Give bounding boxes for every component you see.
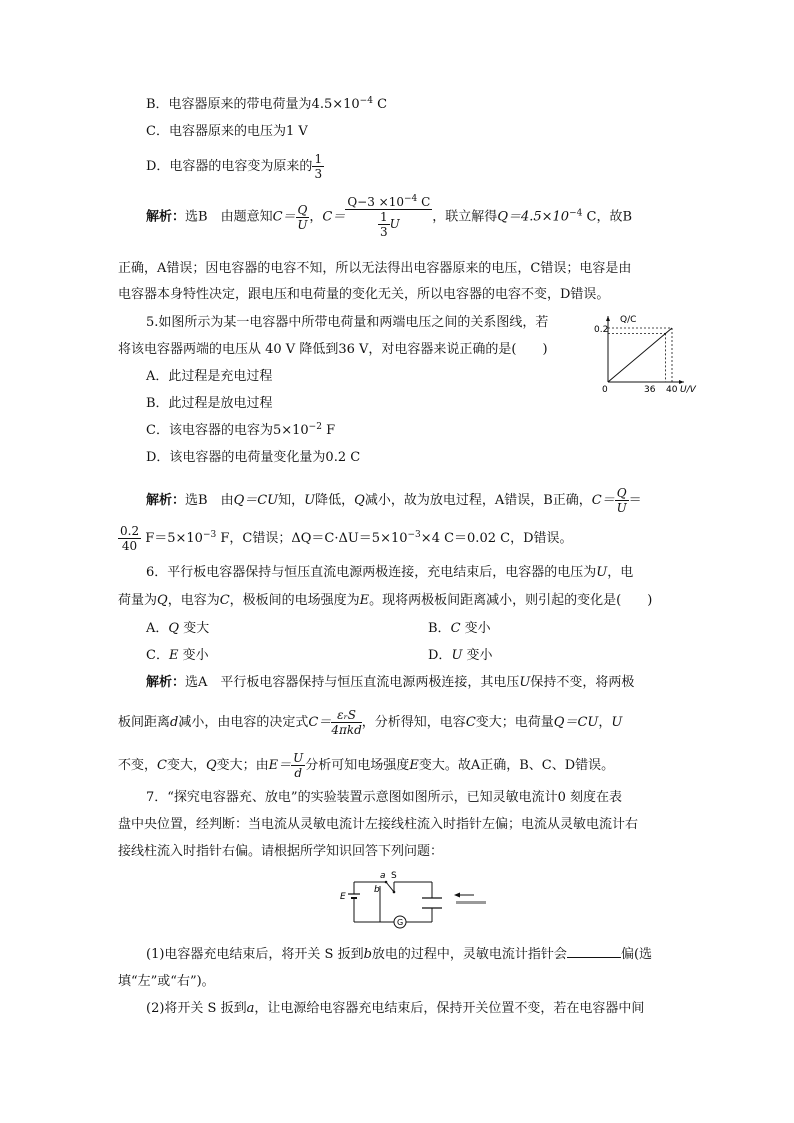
x-axis-arrow: [679, 380, 684, 384]
y-tick-label: 0.2: [594, 325, 609, 335]
q5-stem-line-1: 5.如图所示为某一电容器中所带电荷量和两端电压之间的关系图线，若: [146, 315, 549, 330]
q4-solution-line-2: 正确，A错误；因电容器的电容不知，所以无法得出电容器原来的电压，C错误；电容是由: [118, 261, 632, 276]
q6-stem-line-2: 荷量为Q，电容为C，极板间的电场强度为E。现将两极板间距离减小，则引起的变化是( ): [118, 593, 653, 608]
battery-label: E: [340, 892, 346, 902]
y-axis-label: Q/C: [620, 315, 637, 325]
q7-stem-line-2: 盘中央位置，经判断：当电流从灵敏电流计左接线柱流入时指针左偏；电流从灵敏电流计右: [118, 817, 639, 832]
q5-solution-line-2: $\frac{0.2}{40}$ $F=5\times 10^{-3}$ F，C错误；$\Delta Q=C\cdot\Delta U=5\times 10^{-3}\times 4$ C＝0.02 C，D错误。: [120, 524, 573, 553]
fraction-q-over-u: $\frac{Q}{U}$: [297, 202, 308, 232]
q6-solution-line-3: 不变，C变大，Q变大；由E＝ $\frac{U}{d}$ 分析可知电场强度E变大。故A正确，B、C、D错误。: [118, 751, 615, 780]
q4-option-d: D．电容器的电容变为原来的 $\frac{1}{3}$: [146, 152, 323, 181]
q7-part-1-line-2: 填“左”或“右”)。: [118, 974, 215, 989]
q6-option-a: A．Q 变大: [146, 621, 210, 636]
q6-solution-line-2: 板间距离d减小，由电容的决定式C＝ $\frac{\text{εᵣS}}{\text{4πkd}}$ ，分析得知，电容C变大；电荷量Q＝CU，U: [118, 708, 623, 737]
q4-solution-line-1: 解析：选B 由题意知C＝ $\frac{Q}{U}$ ，C＝ $Q-3 \times 10^{-4}$ C $\frac{1}{3}$ U ，联立解得$Q=4.5\times 10^{-4}$ C，故B: [146, 194, 633, 239]
terminal-a-label: a: [380, 871, 386, 881]
qu-line: [608, 328, 672, 382]
q5-option-b: B．此过程是放电过程: [146, 396, 273, 411]
fraction-one-third-inner: $\frac{1}{3}$: [379, 210, 388, 239]
origin-label: 0: [602, 385, 608, 395]
q7-part-2-line-1: (2)将开关 S 扳到a，让电源给电容器充电结束后，保持开关位置不变，若在电容器中间: [146, 1001, 645, 1016]
fraction-q-over-u-2: $\frac{Q}{U}$: [616, 486, 627, 515]
q7-part-1-line-1: (1)电容器充电结束后，将开关 S 扳到b放电的过程中，灵敏电流计指针会 偏(选: [146, 947, 653, 962]
q4-solution-line-3: 电容器本身特性决定，跟电压和电荷量的变化无关，所以电容器的电容不变，D错误。: [118, 287, 610, 302]
terminal-b-label: b: [374, 885, 380, 895]
q6-option-d: D．U 变小: [428, 648, 493, 663]
x-axis-label: U/V: [680, 385, 696, 395]
q4-option-c: C．电容器原来的电压为1 V: [146, 124, 308, 139]
x-tick-40: 40: [666, 385, 678, 395]
q6-option-c: C．E 变小: [146, 648, 209, 663]
fraction-02-over-40: $\frac{0.2}{40}$: [120, 524, 140, 553]
q5-option-a: A．此过程是充电过程: [146, 369, 273, 384]
x-tick-36: 36: [644, 385, 656, 395]
q6-option-b: B．C 变小: [428, 621, 491, 636]
fraction-u-over-d: $\frac{U}{d}$: [293, 751, 304, 780]
fraction-charge-ratio: $Q-3 \times 10^{-4}$ C $\frac{1}{3}$ U: [347, 194, 431, 239]
insertion-arrow-head: [454, 893, 460, 898]
q5-qu-graph: [592, 310, 704, 400]
q5-stem-line-2: 将该电容器两端的电压从 40 V 降低到36 V，对电容器来说正确的是( ): [118, 342, 548, 357]
dielectric-slab: [456, 901, 486, 904]
q5-option-d: D．该电容器的电荷量变化量为0.2 C: [146, 450, 361, 465]
switch-label: S: [391, 871, 397, 881]
switch-blade: [386, 882, 394, 892]
galvanometer-label: G: [397, 918, 404, 927]
q5-solution-line-1: 解析：选B 由Q＝CU知，U降低，Q减小，故为放电过程，A错误，B正确，C＝ $\frac{Q}{U}$ ＝: [146, 486, 642, 515]
q7-circuit-diagram: [334, 868, 494, 936]
q6-solution-line-1: 解析：选A 平行板电容器保持与恒压直流电源两极连接，其电压U保持不变，将两极: [146, 675, 635, 690]
y-axis-arrow: [606, 316, 610, 321]
fraction-one-third: $\frac{1}{3}$: [314, 152, 323, 181]
q7-stem-line-3: 接线柱流入时指针右偏。请根据所学知识回答下列问题：: [118, 844, 444, 859]
q5-option-c: C．该电容器的电容为$5\times 10^{-2}$ F: [146, 422, 336, 438]
q7-stem-line-1: 7．“探究电容器充、放电”的实验装置示意图如图所示，已知灵敏电流计0 刻度在表: [146, 790, 622, 805]
q6-stem-line-1: 6．平行板电容器保持与恒压直流电源两极连接，充电结束后，电容器的电压为U，电: [146, 565, 634, 580]
answer-blank[interactable]: [567, 956, 621, 958]
q4-option-b: B．电容器原来的带电荷量为$4.5\times 10^{-4}$ C: [146, 96, 388, 112]
fraction-capacitance-formula: $\frac{\text{εᵣS}}{\text{4πkd}}$: [331, 708, 362, 737]
